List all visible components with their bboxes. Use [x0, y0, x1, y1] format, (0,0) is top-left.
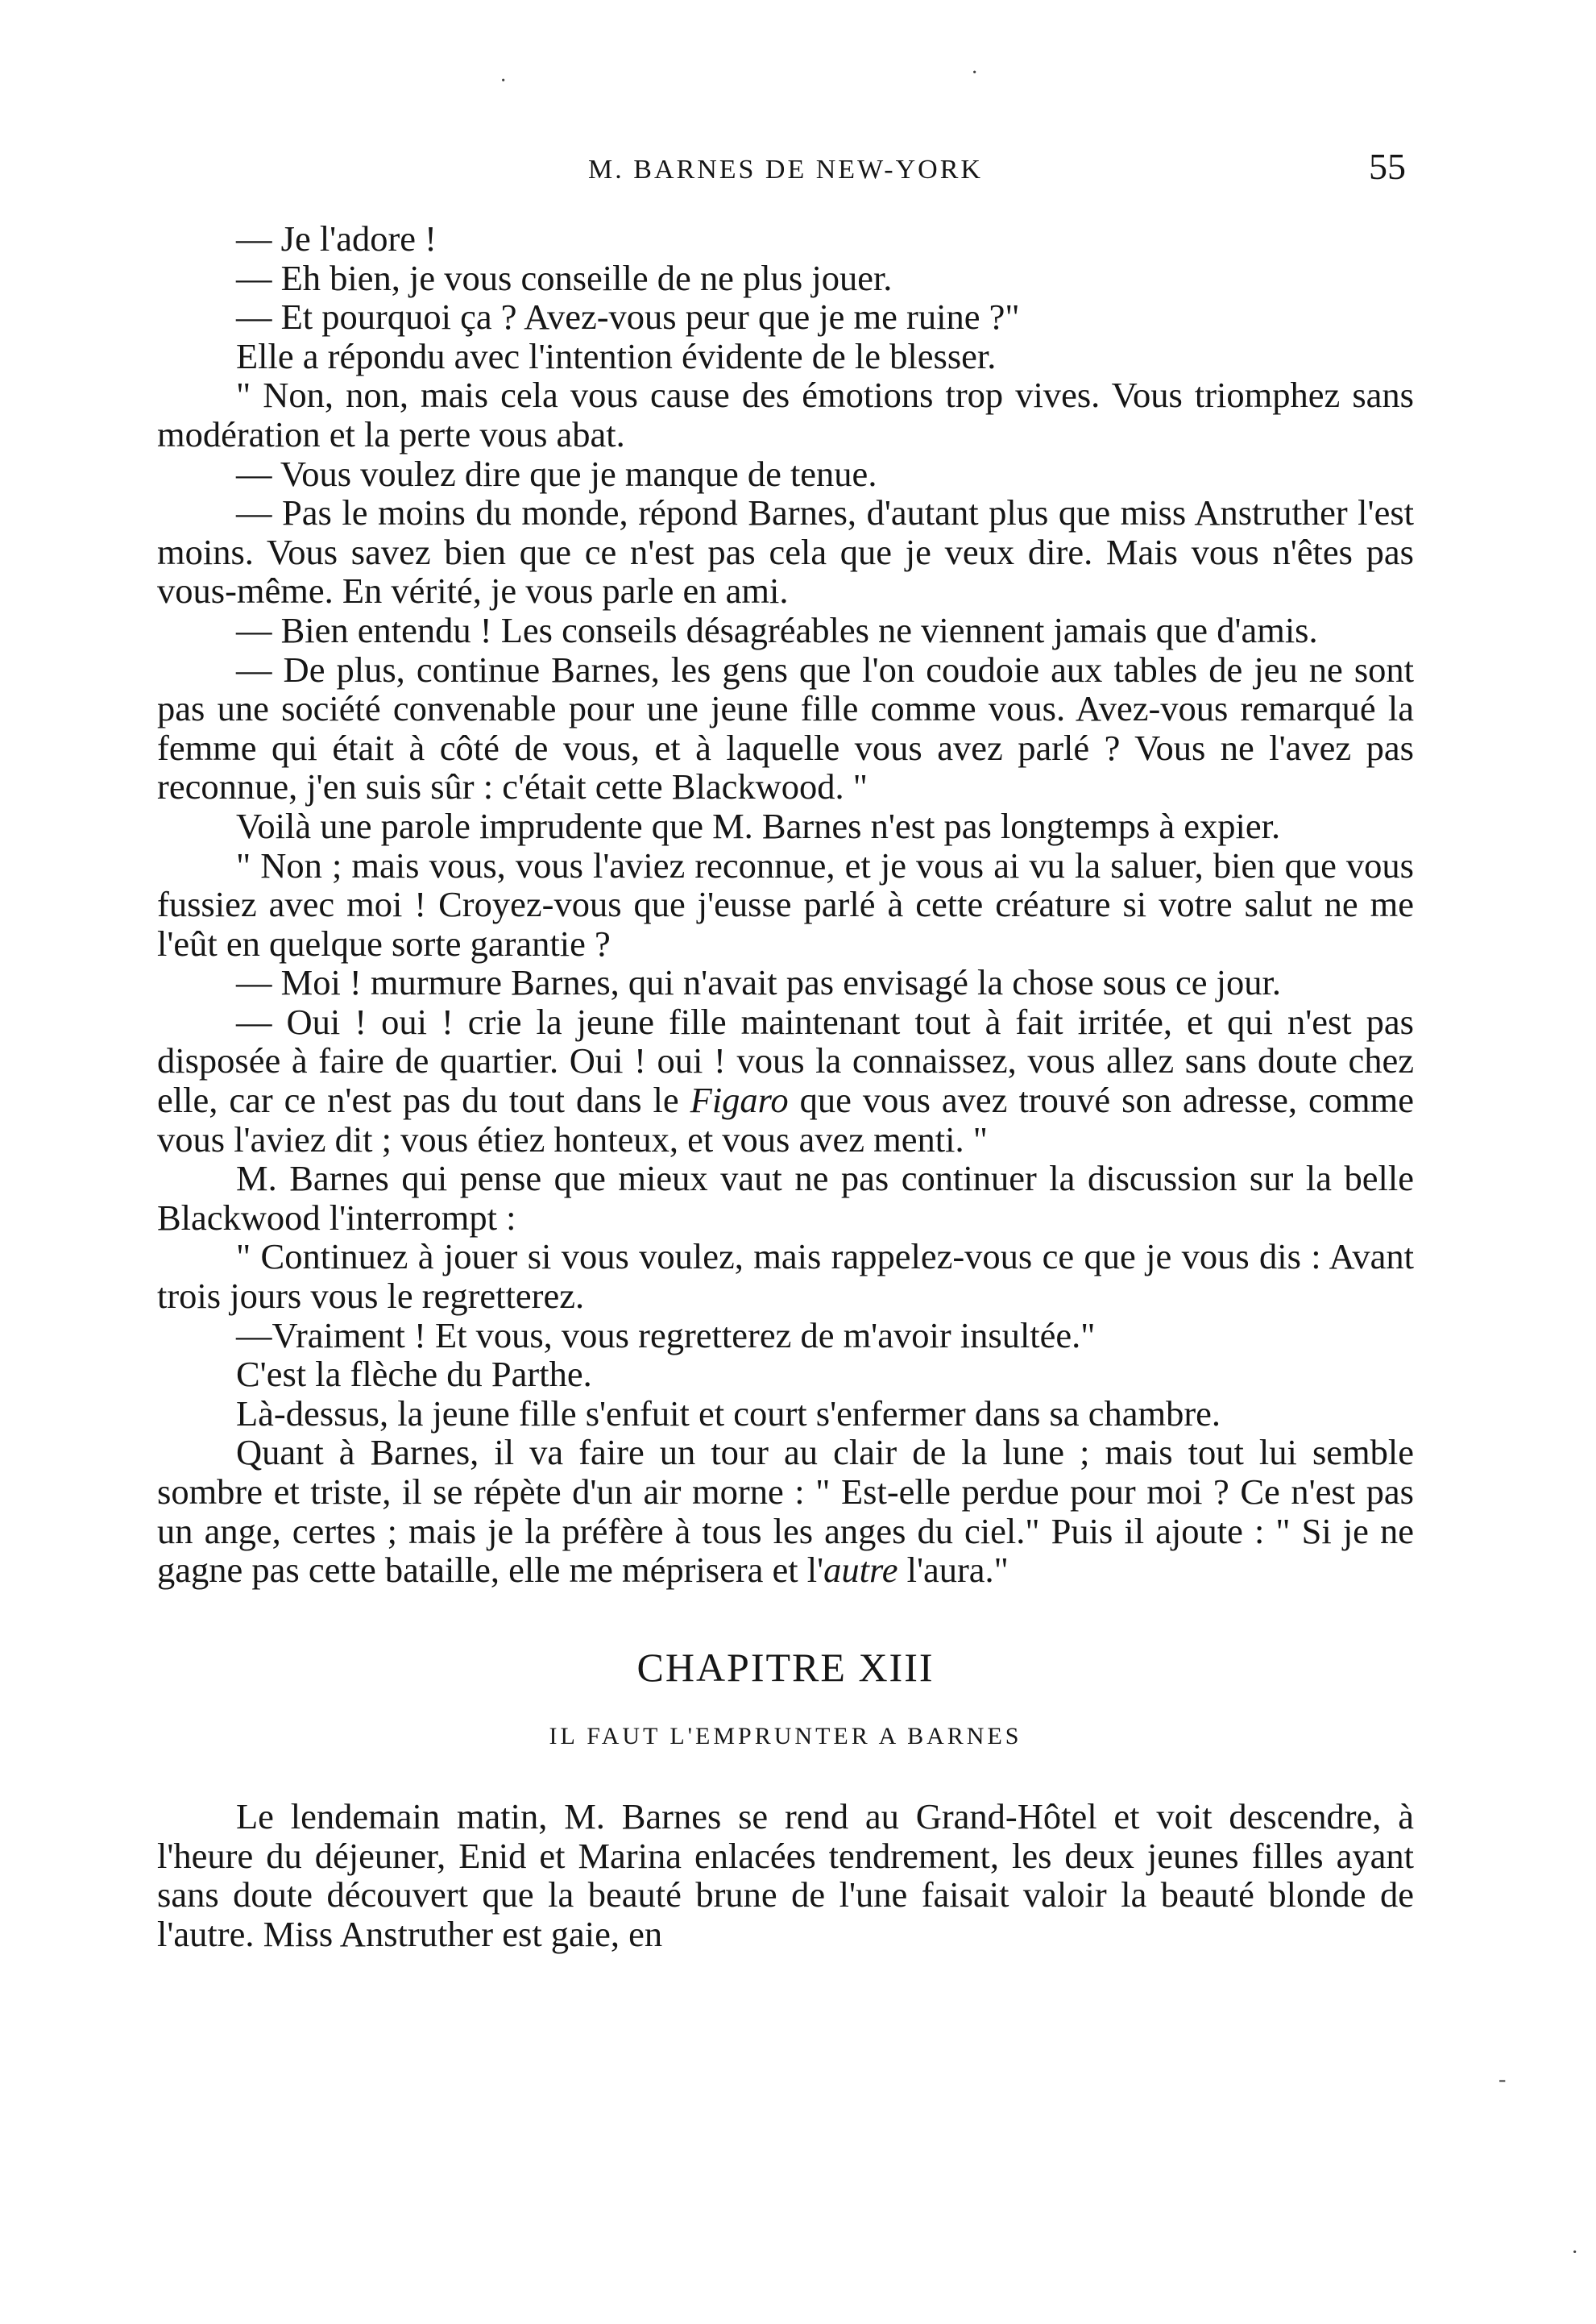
- running-title: M. BARNES DE NEW-YORK: [588, 155, 983, 185]
- paragraph: — Moi ! murmure Barnes, qui n'avait pas envisagé la chose sous ce jour.: [236, 962, 1281, 1003]
- paragraph: — Et pourquoi ça ? Avez-vous peur que je me ruine ?": [236, 297, 1020, 338]
- text-run: Quant à Barnes, il va faire un tour au clair de la lune ; mais tout lui semble sombre et triste, il se répète d'un air morne : " Est-elle perdue pour moi ? Ce n'est pas un ange, certes ; mais je la préfère à tous les anges du ciel." Puis il ajoute : " Si je ne gagne pas cette bataille, elle me méprisera et l': [157, 1432, 1414, 1591]
- paragraph: " Non ; mais vous, vous l'aviez reconnue, et je vous ai vu la saluer, bien que vous fussiez avec moi ! Croyez-vous que j'eusse parlé à cette créature si votre salut ne me l'eût en quelque sorte garantie ?: [157, 845, 1414, 964]
- emphasis: autre: [823, 1550, 898, 1591]
- paragraph-figaro: [157, 1002, 1414, 1159]
- body-text: [157, 219, 1414, 1953]
- chapter-subtitle: IL FAUT L'EMPRUNTER A BARNES: [549, 1723, 1022, 1750]
- paragraph: —Vraiment ! Et vous, vous regretterez de m'avoir insultée.": [236, 1314, 1096, 1355]
- chapter-opening-paragraph: Le lendemain matin, M. Barnes se rend au Grand-Hôtel et voit descendre, à l'heure du déjeuner, Enid et Marina enlacées tendrement, les deux jeunes filles ayant sans doute découvert que la beauté brune de l'une faisait valoir la beauté blonde de l'autre. Miss Anstruther est gaie, en: [157, 1795, 1414, 1954]
- paragraph: " Continuez à jouer si vous voulez, mais rappelez-vous ce que je vous dis : Avant trois jours vous le regretterez.: [157, 1236, 1414, 1317]
- paragraph: — De plus, continue Barnes, les gens que l'on coudoie aux tables de jeu ne sont pas une société convenable pour une jeune fille comme vous. Avez-vous remarqué la femme qui était à côté de vous, et à laquelle vous avez parlé ? Vous ne l'avez pas reconnue, j'en suis sûr : c'était cette Blackwood. ": [157, 649, 1414, 807]
- newspaper-title: Figaro: [690, 1080, 789, 1121]
- paragraph-autre: [157, 1433, 1414, 1589]
- paragraph: — Eh bien, je vous conseille de ne plus jouer.: [236, 257, 893, 298]
- paragraph: Voilà une parole imprudente que M. Barnes n'est pas longtemps à expier.: [236, 805, 1281, 846]
- text-run: que vous avez trouvé son adresse, comme vous l'aviez dit ; vous étiez honteux, et vous avez menti. ": [157, 1080, 1415, 1160]
- paragraph: " Non, non, mais cela vous cause des émotions trop vives. Vous triomphez sans modération et la perte vous abat.: [157, 375, 1414, 454]
- paragraph: — Vous voulez dire que je manque de tenue.: [236, 453, 877, 494]
- paragraph: Là-dessus, la jeune fille s'enfuit et court s'enfermer dans sa chambre.: [236, 1392, 1221, 1434]
- paragraph: M. Barnes qui pense que mieux vaut ne pas continuer la discussion sur la belle Blackwood l'interrompt :: [157, 1158, 1414, 1238]
- paragraph: — Pas le moins du monde, répond Barnes, d'autant plus que miss Anstruther l'est moins. Vous savez bien que ce n'est pas cela que je veux dire. Mais vous n'êtes pas vous-même. En vérité, je vous parle en ami.: [157, 492, 1414, 612]
- paragraph: Elle a répondu avec l'intention évidente de le blesser.: [236, 335, 997, 376]
- chapter-title: CHAPITRE XIII: [636, 1644, 935, 1690]
- scan-speck: -: [1499, 2067, 1507, 2092]
- page-header: [157, 145, 1414, 201]
- paragraph: — Je l'adore !: [236, 218, 437, 259]
- scan-speck: ·: [971, 60, 979, 85]
- paragraph: — Bien entendu ! Les conseils désagréables ne viennent jamais que d'amis.: [236, 609, 1318, 650]
- scan-speck: ·: [1571, 2240, 1579, 2265]
- scan-speck: ·: [500, 68, 508, 93]
- paragraph: C'est la flèche du Parthe.: [236, 1354, 592, 1395]
- text-run: l'aura.": [897, 1550, 1009, 1591]
- text-run: — Oui ! oui ! crie la jeune fille maintenant tout à fait irritée, et qui n'est pas disposée à faire de quartier. Oui ! oui ! vous la connaissez, vous allez sans doute chez elle, car ce n'est pas du tout dans le: [157, 1001, 1414, 1121]
- page-number: 55: [1369, 146, 1406, 187]
